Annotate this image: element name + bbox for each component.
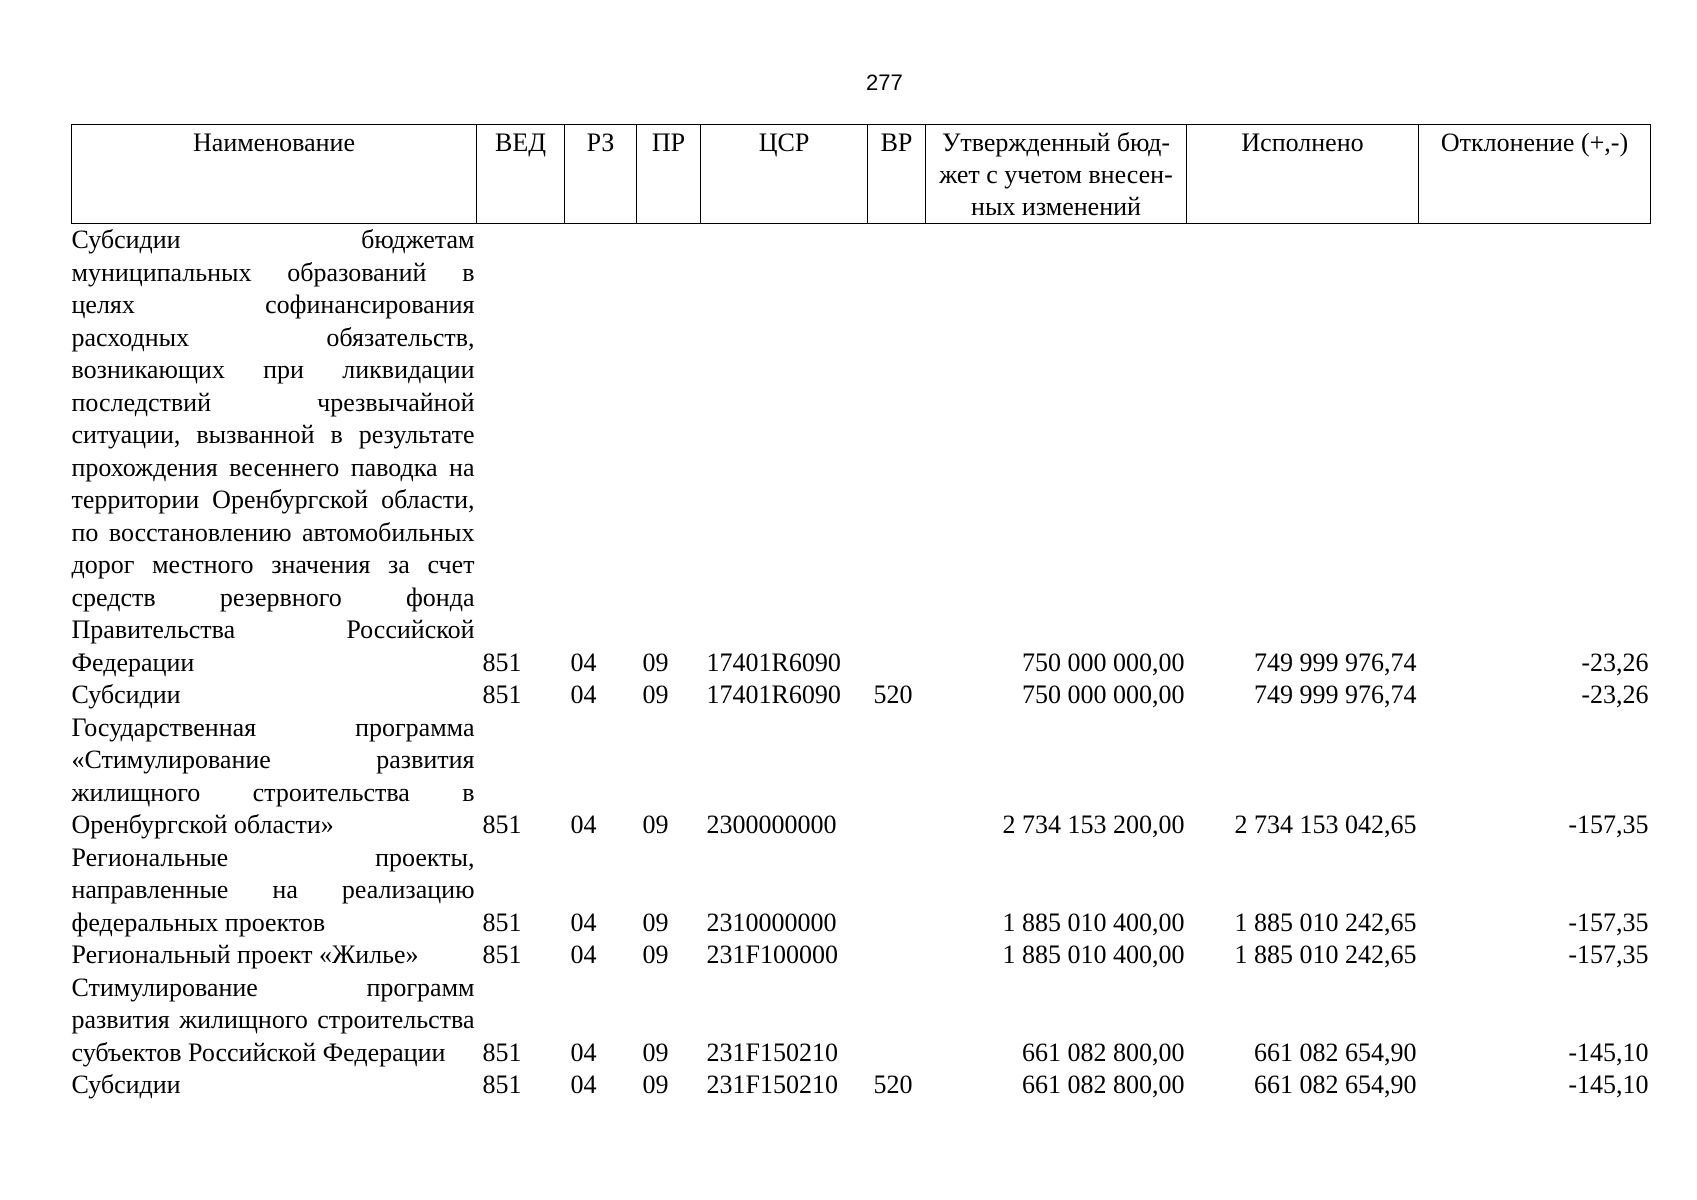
row-csr: 231F100000 bbox=[706, 940, 838, 969]
row-pr: 09 bbox=[642, 810, 669, 839]
row-ved: 851 bbox=[482, 810, 522, 839]
table-row bbox=[72, 972, 1651, 1070]
row-rz: 04 bbox=[570, 940, 597, 969]
row-rz: 04 bbox=[570, 810, 597, 839]
row-vr bbox=[868, 939, 926, 972]
row-name: Субсидии bbox=[71, 1070, 181, 1099]
row-approved: 1 885 010 400,00 bbox=[1002, 940, 1185, 969]
row-rz: 04 bbox=[570, 1070, 597, 1099]
row-approved: 750 000 000,00 bbox=[1022, 680, 1185, 709]
row-approved: 661 082 800,00 bbox=[1022, 1037, 1185, 1067]
row-approved: 2 734 153 200,00 bbox=[1002, 810, 1185, 839]
table-row bbox=[72, 842, 1651, 940]
row-vr: 520 bbox=[873, 1070, 913, 1099]
row-vr: 520 bbox=[873, 680, 913, 709]
row-pr: 09 bbox=[642, 647, 669, 677]
row-pr: 09 bbox=[642, 680, 669, 709]
row-csr: 231F150210 bbox=[706, 1037, 838, 1067]
table-row bbox=[72, 224, 1651, 680]
row-deviation: -23,26 bbox=[1581, 647, 1649, 677]
row-rz: 04 bbox=[570, 680, 597, 709]
row-deviation: -145,10 bbox=[1568, 1070, 1649, 1099]
row-name: Субсидии бюджетам муниципальных образований в целях софинансирования расходных обязательств, возникающих при ликвидации последствий чрезвычайной ситуации, вызванной в результате прохождения весеннего паводка на территории Оренбургской области, по восстановлению автомобильных дорог местного значения за счет средств резервного фонда Правительства Российской Федерации bbox=[71, 225, 475, 677]
row-rz: 04 bbox=[570, 1037, 597, 1067]
row-executed: 749 999 976,74 bbox=[1254, 647, 1417, 677]
row-pr: 09 bbox=[642, 907, 669, 937]
row-rz: 04 bbox=[570, 907, 597, 937]
budget-table bbox=[71, 124, 1651, 1102]
row-executed: 661 082 654,90 bbox=[1254, 1070, 1417, 1099]
row-executed: 1 885 010 242,65 bbox=[1234, 907, 1417, 937]
table-row bbox=[72, 939, 1651, 972]
header-csr: ЦСР bbox=[701, 125, 868, 224]
row-approved: 661 082 800,00 bbox=[1022, 1070, 1185, 1099]
row-csr: 2300000000 bbox=[706, 810, 837, 839]
row-csr: 17401R6090 bbox=[706, 680, 841, 709]
header-pr: ПР bbox=[637, 125, 701, 224]
row-name: Региональный проект «Жилье» bbox=[71, 940, 419, 969]
row-vr bbox=[868, 972, 926, 1070]
row-ved: 851 bbox=[482, 940, 522, 969]
row-name: Региональные проекты, направленные на реализацию федеральных проектов bbox=[71, 842, 475, 937]
row-approved: 750 000 000,00 bbox=[1022, 647, 1185, 677]
row-name: Государственная программа «Стимулирование развития жилищного строительства в Оренбургской области» bbox=[71, 712, 475, 839]
header-executed: Исполнено bbox=[1187, 125, 1419, 224]
header-rz: РЗ bbox=[565, 125, 637, 224]
row-vr bbox=[868, 712, 926, 842]
row-pr: 09 bbox=[642, 940, 669, 969]
row-executed: 661 082 654,90 bbox=[1254, 1037, 1417, 1067]
table-row bbox=[72, 679, 1651, 712]
row-rz: 04 bbox=[570, 647, 597, 677]
page-number: 277 bbox=[866, 70, 903, 95]
row-executed: 749 999 976,74 bbox=[1254, 680, 1417, 709]
row-pr: 09 bbox=[642, 1037, 669, 1067]
row-csr: 2310000000 bbox=[706, 907, 837, 937]
header-ved: ВЕД bbox=[477, 125, 565, 224]
row-ved: 851 bbox=[482, 1037, 522, 1067]
row-deviation: -157,35 bbox=[1568, 907, 1649, 937]
row-ved: 851 bbox=[482, 647, 522, 677]
table-row bbox=[72, 712, 1651, 842]
row-csr: 17401R6090 bbox=[706, 647, 841, 677]
header-approved: Утвержденный бюд-жет с учетом внесен-ных изменений bbox=[926, 125, 1187, 224]
table-header-row bbox=[72, 125, 1651, 224]
row-csr: 231F150210 bbox=[706, 1070, 838, 1099]
row-deviation: -157,35 bbox=[1568, 810, 1649, 839]
row-ved: 851 bbox=[482, 1070, 522, 1099]
row-executed: 1 885 010 242,65 bbox=[1234, 940, 1417, 969]
row-deviation: -23,26 bbox=[1581, 680, 1649, 709]
header-name: Наименование bbox=[72, 125, 477, 224]
row-name: Субсидии bbox=[71, 680, 181, 709]
row-name: Стимулирование программ развития жилищного строительства субъектов Российской Федерации bbox=[71, 972, 475, 1067]
header-deviation: Отклонение (+,-) bbox=[1419, 125, 1651, 224]
row-deviation: -145,10 bbox=[1568, 1037, 1649, 1067]
row-deviation: -157,35 bbox=[1568, 940, 1649, 969]
row-pr: 09 bbox=[642, 1070, 669, 1099]
row-approved: 1 885 010 400,00 bbox=[1002, 907, 1185, 937]
row-executed: 2 734 153 042,65 bbox=[1234, 810, 1417, 839]
row-ved: 851 bbox=[482, 680, 522, 709]
table-row bbox=[72, 1069, 1651, 1102]
row-ved: 851 bbox=[482, 907, 522, 937]
row-vr bbox=[868, 224, 926, 680]
row-vr bbox=[868, 842, 926, 940]
header-vr: ВР bbox=[868, 125, 926, 224]
